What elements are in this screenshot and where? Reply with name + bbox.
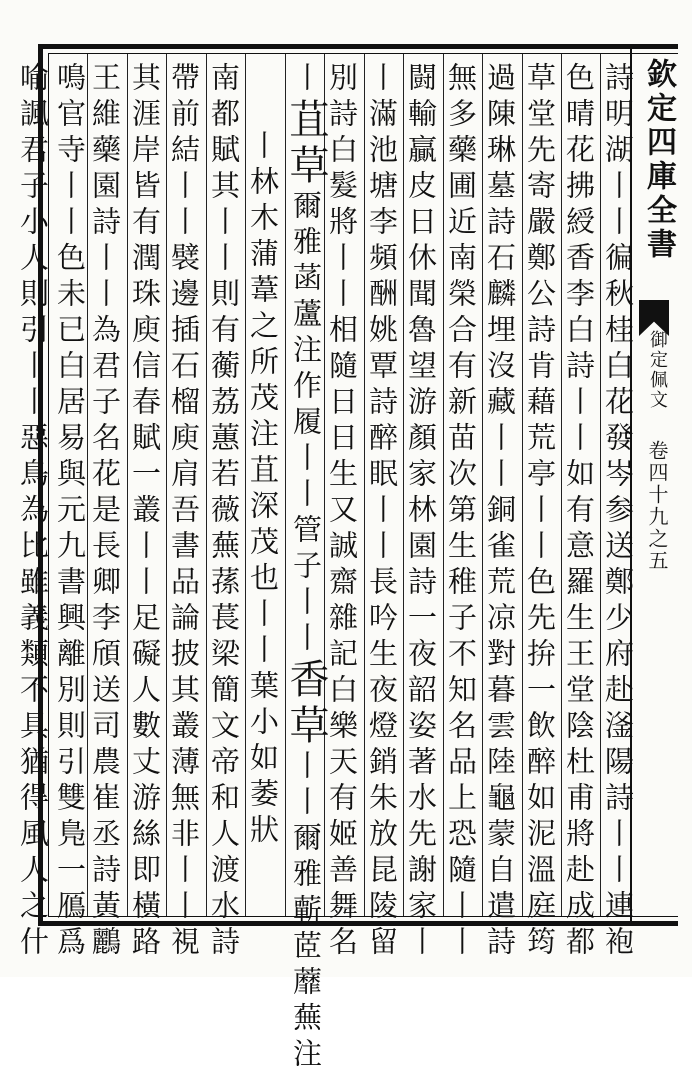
text-column-4: 過陳琳墓詩石麟埋沒藏丨丨銅雀荒凉對暮雲陸龜蒙自遣詩: [483, 62, 517, 962]
text-column-16: 喻諷君子小人則引丨丨惡鳥為比雖義類不具猶得風人之什: [16, 62, 50, 962]
heading-word: 香草: [283, 658, 329, 750]
text-column-12: 帶前結丨丨襞邊插石榴庾肩吾書品論披其叢薄無非丨丨視: [167, 62, 201, 962]
volume-label: 卷四十九之五: [645, 440, 669, 572]
text-column-5: 無多藥圃近南榮合有新苗次第生稚子不知名品上恐隨丨丨: [444, 62, 478, 962]
text-column-6: 闘輸贏皮日休聞魯望游顏家林園詩一夜韶姿著水先謝家丨: [404, 62, 438, 962]
text-column-2: 色晴花拂綬香李白詩丨丨如有意羅生王堂陰杜甫將赴成都: [562, 62, 596, 962]
text-column-7: 丨滿池塘李頻酬姚覃詩醉眠丨丨長吟生夜燈銷朱放昆陵留: [365, 62, 399, 962]
heading-word: 苴草: [283, 98, 329, 190]
text-column-14: 王維藥園詩丨丨為君子名花是長卿李頎送司農崔丞詩黃鸝: [88, 62, 122, 962]
text-column-8: 別詩白髮將丨丨相隨日日生又誠齋雜記白樂天有姬善舞名: [325, 62, 359, 962]
text-column-13: 其涯岸皆有潤珠庾信春賦一叢丨丨足礙人數丈游絲即橫路: [128, 62, 162, 962]
text-column-15: 鳴官寺丨丨色未已白居易與元九書興離別則引雙鳬一鴈爲: [53, 62, 87, 962]
text-column-11: 南都賦其丨丨則有蘅荔蕙若薇蕪蓀萇梁簡文帝和人渡水詩: [207, 62, 241, 962]
book-subtitle: 御定佩文: [647, 330, 668, 410]
text-column-1: 詩明湖丨丨徧秋桂白花發岑参送鄭少府赴滏陽詩丨丨連袍: [601, 62, 635, 962]
text-column-9: 丨苴草爾雅菡蘆注作履丨丨管子丨丨香草丨丨爾雅蘄茝蘼蕪注: [283, 62, 329, 1074]
book-title: 欽定四庫全書: [641, 58, 676, 262]
text-column-3: 草堂先寄嚴鄭公詩肯藉荒亭丨丨色先拚一飲醉如泥溫庭筠: [523, 62, 557, 962]
text-column-10: 丨林木蒲葦之所茂注苴深茂也丨丨葉小如萎狀: [246, 130, 280, 850]
column-lead: 丨: [289, 62, 323, 98]
